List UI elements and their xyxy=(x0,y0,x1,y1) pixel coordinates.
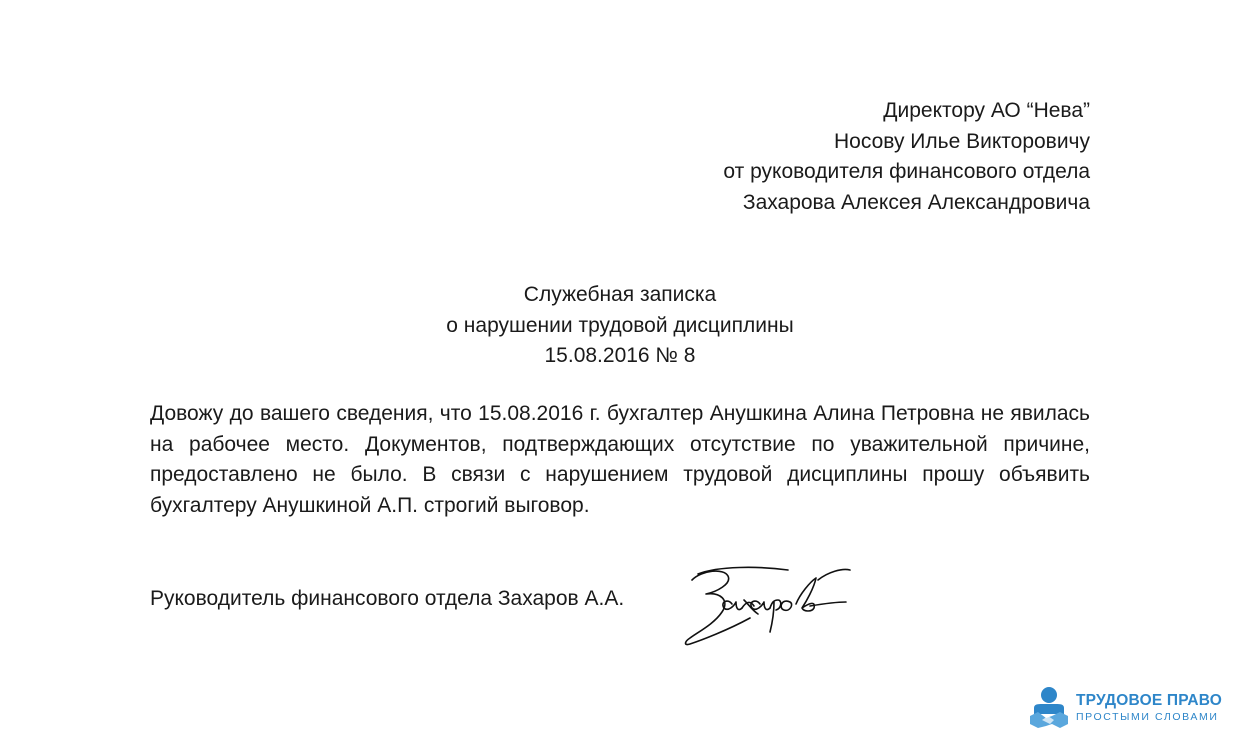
addressee-line-1: Директору АО “Нева” xyxy=(883,99,1090,122)
person-handshake-icon xyxy=(1028,686,1070,732)
addressee-line-4: Захарова Алексея Александровича xyxy=(742,190,1090,214)
memo-body-paragraph: Довожу до вашего сведения, что 15.08.2016 г. бухгалтер Анушкина Алина Петровна не явилась на рабочее место. Документов, подтверждающих отсутствие по уважительной причине, предоставлено не было. В связи с нарушением трудовой дисциплины прошу объявить бухгалтеру Анушкиной А.П. строгий выговор. xyxy=(150,402,1090,517)
addressee-line-3: от руководителя финансового отдела xyxy=(723,160,1090,183)
memo-title: Служебная записка xyxy=(523,283,717,306)
logo-subtitle: ПРОСТЫМИ СЛОВАМИ xyxy=(1076,711,1219,723)
brand-logo[interactable] xyxy=(1028,686,1234,734)
signatory-line: Руководитель финансового отдела Захаров А.А. xyxy=(150,587,625,610)
memo-subject: о нарушении трудовой дисциплины xyxy=(446,313,794,337)
addressee-line-2: Носову Илье Викторовичу xyxy=(834,129,1090,153)
memo-date-number: 15.08.2016 № 8 xyxy=(544,344,696,367)
logo-title: ТРУДОВОЕ ПРАВО xyxy=(1076,692,1223,709)
addressee-block xyxy=(723,96,1090,218)
handwritten-signature xyxy=(678,562,858,646)
memo-heading xyxy=(0,280,1240,372)
